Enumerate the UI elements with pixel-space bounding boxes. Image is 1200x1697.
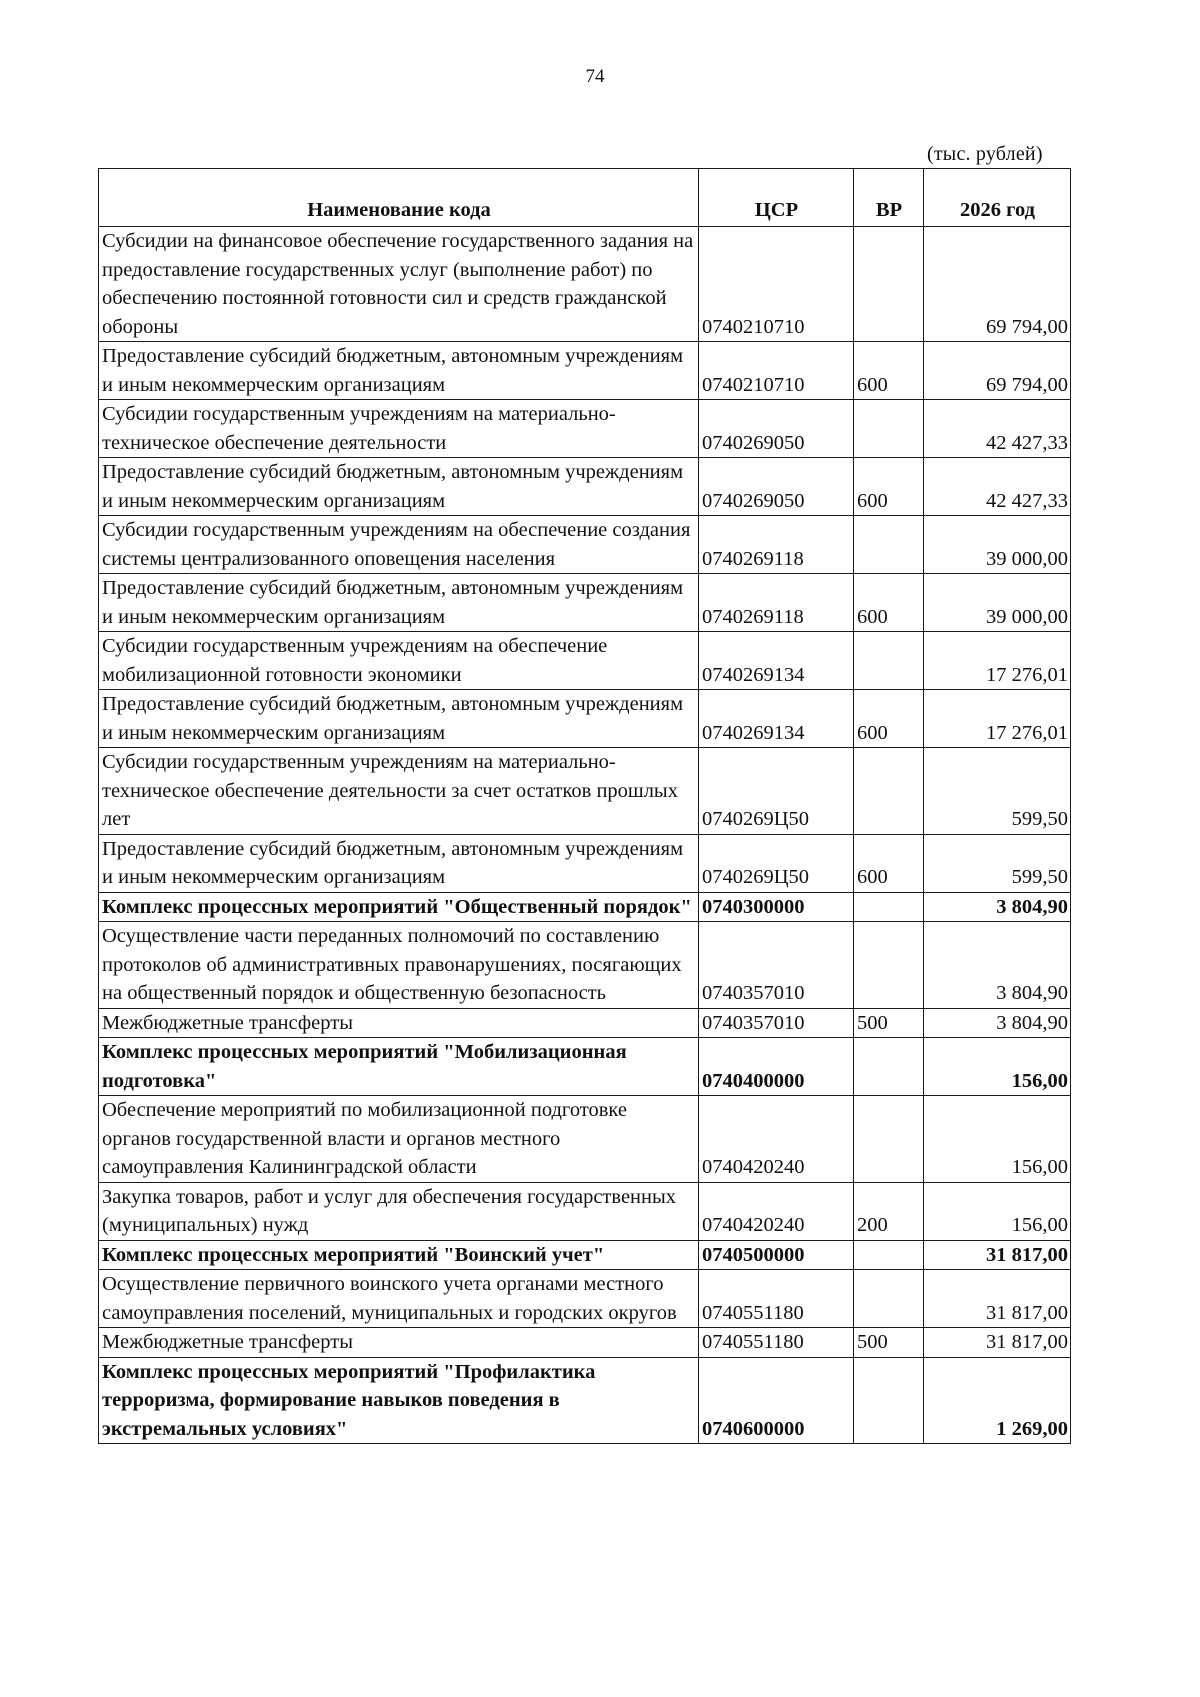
table-header-row (99, 169, 1071, 227)
table-row (99, 690, 1071, 748)
cell-name: Межбюджетные трансферты (99, 1328, 699, 1358)
header-vr: ВР (854, 169, 924, 227)
table-row (99, 516, 1071, 574)
cell-sum: 156,00 (924, 1096, 1071, 1183)
cell-name: Обеспечение мероприятий по мобилизационной подготовке органов государственной власти и органов местного самоуправления Калининградской области (99, 1096, 699, 1183)
cell-name: Субсидии государственным учреждениям на материально-техническое обеспечение деятельности (99, 400, 699, 458)
table-row (99, 400, 1071, 458)
header-csr: ЦСР (699, 169, 854, 227)
cell-name: Предоставление субсидий бюджетным, автономным учреждениям и иным некоммерческим организациям (99, 342, 699, 400)
cell-vr (854, 1240, 924, 1270)
cell-sum: 156,00 (924, 1038, 1071, 1096)
cell-vr: 500 (854, 1008, 924, 1038)
cell-vr (854, 400, 924, 458)
cell-vr: 600 (854, 834, 924, 892)
cell-vr (854, 632, 924, 690)
table-row (99, 1240, 1071, 1270)
cell-csr: 0740269134 (699, 690, 854, 748)
table-row (99, 748, 1071, 835)
cell-vr (854, 892, 924, 922)
cell-csr: 0740210710 (699, 342, 854, 400)
cell-csr: 0740269050 (699, 400, 854, 458)
table-row (99, 1182, 1071, 1240)
cell-csr: 0740420240 (699, 1182, 854, 1240)
cell-vr (854, 516, 924, 574)
cell-csr: 0740420240 (699, 1096, 854, 1183)
table-body (99, 227, 1071, 1444)
table-row (99, 892, 1071, 922)
cell-vr (854, 1270, 924, 1328)
units-label: (тыс. рублей) (927, 143, 1043, 165)
cell-csr: 0740551180 (699, 1270, 854, 1328)
cell-csr: 0740269118 (699, 516, 854, 574)
cell-sum: 156,00 (924, 1182, 1071, 1240)
cell-sum: 42 427,33 (924, 458, 1071, 516)
table-row (99, 574, 1071, 632)
cell-name: Комплекс процессных мероприятий "Общественный порядок" (99, 892, 699, 922)
cell-name: Комплекс процессных мероприятий "Воинский учет" (99, 1240, 699, 1270)
cell-name: Предоставление субсидий бюджетным, автономным учреждениям и иным некоммерческим организациям (99, 574, 699, 632)
cell-csr: 0740269Ц50 (699, 748, 854, 835)
table-row (99, 632, 1071, 690)
cell-sum: 31 817,00 (924, 1328, 1071, 1358)
cell-vr: 200 (854, 1182, 924, 1240)
cell-vr (854, 1096, 924, 1183)
cell-sum: 599,50 (924, 834, 1071, 892)
cell-name: Осуществление первичного воинского учета органами местного самоуправления поселений, муниципальных и городских округов (99, 1270, 699, 1328)
cell-vr (854, 1357, 924, 1444)
cell-sum: 31 817,00 (924, 1240, 1071, 1270)
cell-sum: 599,50 (924, 748, 1071, 835)
table-row (99, 1096, 1071, 1183)
cell-sum: 31 817,00 (924, 1270, 1071, 1328)
cell-csr: 0740500000 (699, 1240, 854, 1270)
table-row (99, 922, 1071, 1009)
cell-vr: 600 (854, 574, 924, 632)
cell-vr (854, 922, 924, 1009)
cell-sum: 3 804,90 (924, 892, 1071, 922)
cell-name: Субсидии государственным учреждениям на материально-техническое обеспечение деятельности за счет остатков прошлых лет (99, 748, 699, 835)
page-number: 74 (585, 66, 605, 87)
table-row (99, 1270, 1071, 1328)
cell-name: Субсидии государственным учреждениям на обеспечение мобилизационной готовности экономики (99, 632, 699, 690)
cell-csr: 0740551180 (699, 1328, 854, 1358)
cell-csr: 0740269134 (699, 632, 854, 690)
cell-csr: 0740269Ц50 (699, 834, 854, 892)
cell-sum: 39 000,00 (924, 574, 1071, 632)
cell-name: Субсидии на финансовое обеспечение государственного задания на предоставление государственных услуг (выполнение работ) по обеспечению постоянной готовности сил и средств гражданской обороны (99, 227, 699, 342)
table-row (99, 227, 1071, 342)
cell-csr: 0740357010 (699, 922, 854, 1009)
cell-vr: 500 (854, 1328, 924, 1358)
table-row (99, 834, 1071, 892)
cell-name: Комплекс процессных мероприятий "Мобилизационная подготовка" (99, 1038, 699, 1096)
cell-name: Осуществление части переданных полномочий по составлению протоколов об административных правонарушениях, посягающих на общественный порядок и общественную безопасность (99, 922, 699, 1009)
cell-name: Межбюджетные трансферты (99, 1008, 699, 1038)
budget-table (98, 168, 1071, 1444)
cell-sum: 69 794,00 (924, 342, 1071, 400)
cell-csr: 0740300000 (699, 892, 854, 922)
cell-sum: 39 000,00 (924, 516, 1071, 574)
header-name: Наименование кода (99, 169, 699, 227)
cell-vr (854, 1038, 924, 1096)
cell-sum: 69 794,00 (924, 227, 1071, 342)
cell-name: Предоставление субсидий бюджетным, автономным учреждениям и иным некоммерческим организациям (99, 834, 699, 892)
cell-vr: 600 (854, 690, 924, 748)
cell-csr: 0740400000 (699, 1038, 854, 1096)
cell-sum: 17 276,01 (924, 632, 1071, 690)
cell-name: Предоставление субсидий бюджетным, автономным учреждениям и иным некоммерческим организациям (99, 690, 699, 748)
cell-vr (854, 748, 924, 835)
table-row (99, 458, 1071, 516)
table-row (99, 1357, 1071, 1444)
cell-sum: 17 276,01 (924, 690, 1071, 748)
cell-csr: 0740357010 (699, 1008, 854, 1038)
cell-sum: 42 427,33 (924, 400, 1071, 458)
cell-name: Закупка товаров, работ и услуг для обеспечения государственных (муниципальных) нужд (99, 1182, 699, 1240)
table-row (99, 1328, 1071, 1358)
cell-csr: 0740269050 (699, 458, 854, 516)
cell-csr: 0740600000 (699, 1357, 854, 1444)
table-row (99, 1008, 1071, 1038)
cell-vr: 600 (854, 342, 924, 400)
table-row (99, 1038, 1071, 1096)
cell-csr: 0740210710 (699, 227, 854, 342)
cell-sum: 3 804,90 (924, 1008, 1071, 1038)
cell-name: Субсидии государственным учреждениям на обеспечение создания системы централизованного оповещения населения (99, 516, 699, 574)
header-year: 2026 год (924, 169, 1071, 227)
cell-sum: 3 804,90 (924, 922, 1071, 1009)
cell-vr (854, 227, 924, 342)
cell-name: Комплекс процессных мероприятий "Профилактика терроризма, формирование навыков поведения в экстремальных условиях" (99, 1357, 699, 1444)
cell-csr: 0740269118 (699, 574, 854, 632)
table-row (99, 342, 1071, 400)
cell-vr: 600 (854, 458, 924, 516)
cell-name: Предоставление субсидий бюджетным, автономным учреждениям и иным некоммерческим организациям (99, 458, 699, 516)
cell-sum: 1 269,00 (924, 1357, 1071, 1444)
